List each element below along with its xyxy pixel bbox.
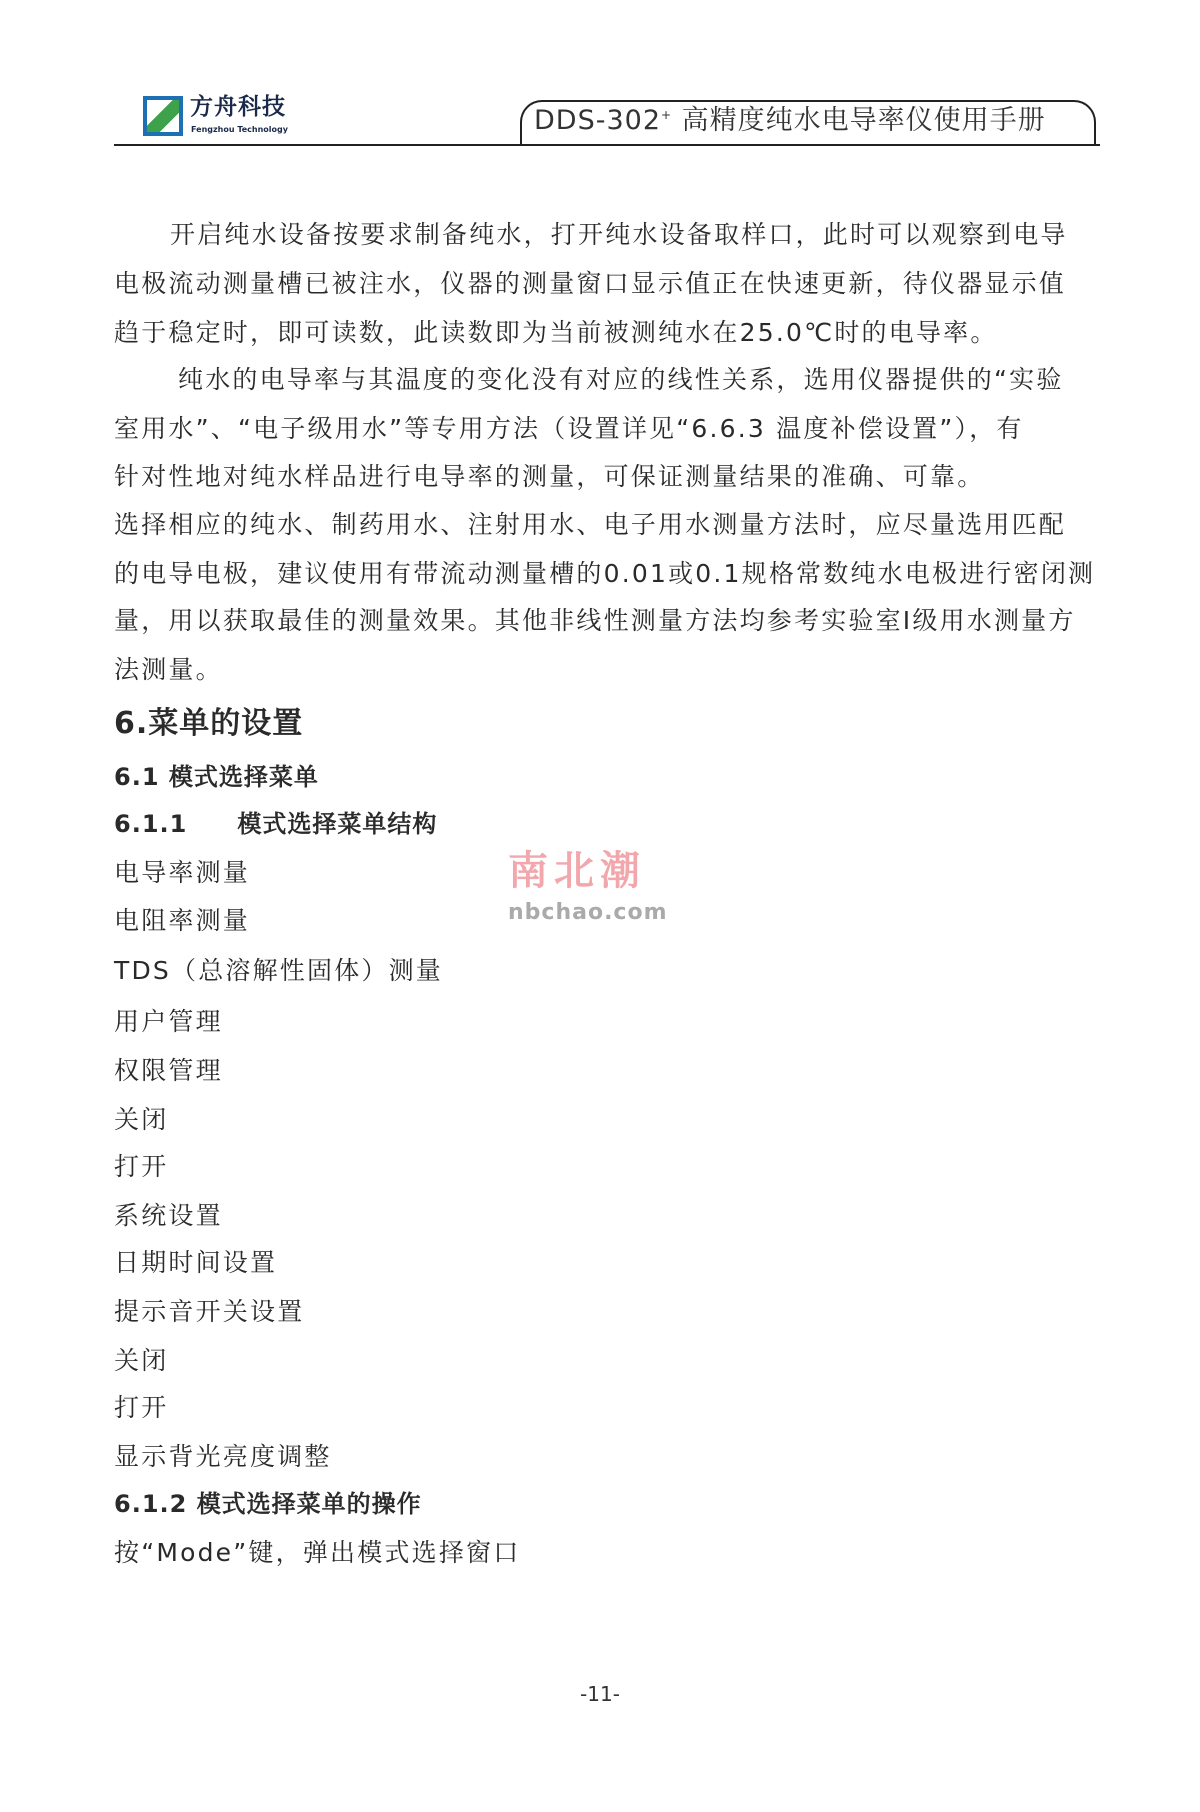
menu-item: 电导率测量: [114, 858, 251, 887]
title-rest: 高精度纯水电导率仪使用手册: [672, 105, 1046, 136]
paragraph-line: 趋于稳定时，即可读数，此读数即为当前被测纯水在25.0℃时的电导率。: [114, 318, 998, 347]
paragraph-line: 纯水的电导率与其温度的变化没有对应的线性关系，选用仪器提供的“实验: [178, 365, 1064, 394]
paragraph-line: 室用水”、“电子级用水”等专用方法（设置详见“6.6.3 温度补偿设置”），有: [114, 414, 1024, 443]
logo-text-en: Fengzhou Technology: [191, 125, 288, 134]
page-number: -11-: [580, 1682, 620, 1706]
title-model: DDS-302: [534, 105, 661, 136]
menu-item: 提示音开关设置: [114, 1297, 305, 1326]
paragraph-line: 针对性地对纯水样品进行电导率的测量，可保证测量结果的准确、可靠。: [114, 462, 985, 491]
paragraph-line: 按“Mode”键，弹出模式选择窗口: [114, 1538, 521, 1567]
menu-item: TDS（总溶解性固体）测量: [114, 956, 443, 985]
paragraph-line: 开启纯水设备按要求制备纯水，打开纯水设备取样口，此时可以观察到电导: [170, 220, 1068, 249]
menu-item: 关闭: [114, 1105, 169, 1134]
company-logo: [143, 94, 313, 140]
menu-item: 日期时间设置: [114, 1248, 278, 1277]
title-sup: +: [661, 108, 673, 122]
manual-title: [534, 104, 1046, 138]
menu-item: 权限管理: [114, 1056, 223, 1085]
paragraph-line: 的电导电极，建议使用有带流动测量槽的0.01或0.1规格常数纯水电极进行密闭测: [114, 559, 1096, 588]
section-heading-6-1-1: 6.1.1 模式选择菜单结构: [114, 810, 438, 838]
menu-item: 电阻率测量: [114, 906, 251, 935]
watermark-en: nbchao.com: [508, 900, 668, 925]
watermark-cn: 南北潮: [508, 847, 646, 894]
menu-item: 关闭: [114, 1346, 169, 1375]
section-heading-6-1: 6.1 模式选择菜单: [114, 763, 319, 791]
menu-item: 打开: [114, 1393, 169, 1422]
section-heading-6-1-2: 6.1.2 模式选择菜单的操作: [114, 1490, 422, 1518]
menu-item: 显示背光亮度调整: [114, 1442, 332, 1471]
header-divider: [114, 144, 1100, 146]
menu-item: 系统设置: [114, 1201, 223, 1230]
logo-text-cn: 方舟科技: [190, 94, 286, 120]
paragraph-line: 法测量。: [114, 655, 223, 684]
menu-item: 打开: [114, 1152, 169, 1181]
section-heading-6: 6.菜单的设置: [114, 706, 304, 741]
paragraph-line: 量，用以获取最佳的测量效果。其他非线性测量方法均参考实验室Ⅰ级用水测量方: [114, 606, 1076, 635]
paragraph-line: 电极流动测量槽已被注水，仪器的测量窗口显示值正在快速更新，待仪器显示值: [114, 269, 1067, 298]
menu-item: 用户管理: [114, 1007, 223, 1036]
logo-mark-icon: [143, 96, 183, 136]
paragraph-line: 选择相应的纯水、制药用水、注射用水、电子用水测量方法时，应尽量选用匹配: [114, 510, 1067, 539]
watermark: [508, 848, 678, 928]
